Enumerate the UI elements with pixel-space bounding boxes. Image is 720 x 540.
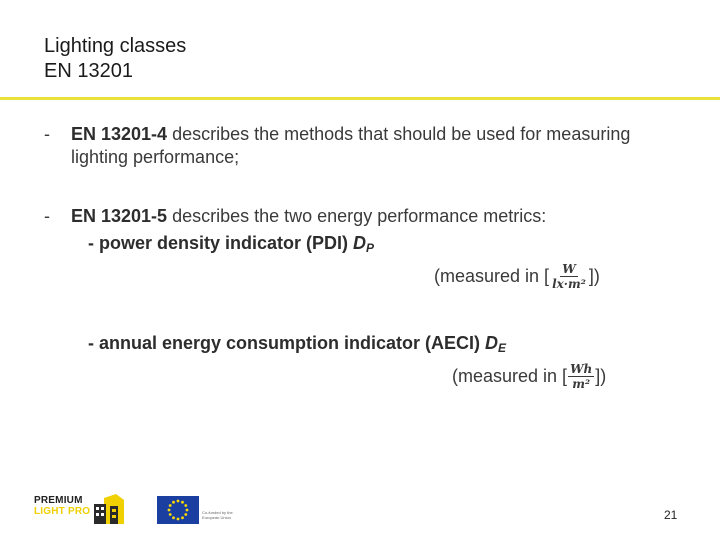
symbol-letter: D <box>485 333 499 353</box>
title-divider <box>0 97 720 100</box>
bullet-text <box>71 123 631 169</box>
eu-stars-icon <box>157 496 199 524</box>
measured-suffix: ]) <box>588 266 600 286</box>
logo-line-1: PREMIUM <box>34 495 83 506</box>
bullet-text <box>71 205 631 228</box>
metric-pdi <box>88 233 374 255</box>
metric-aeci-unit <box>452 362 606 391</box>
symbol-letter: D <box>353 233 367 253</box>
standard-name: EN 13201-4 <box>71 124 168 144</box>
measured-prefix: (measured in [ <box>434 266 550 286</box>
metric-symbol <box>353 233 374 253</box>
slide-title <box>44 34 186 84</box>
unit-denominator: m² <box>572 377 591 391</box>
bullet-description: describes the two energy performance metrics: <box>167 206 547 226</box>
unit-numerator: W <box>562 262 576 276</box>
symbol-subscript: E <box>498 341 507 355</box>
standard-name: EN 13201-5 <box>71 206 168 226</box>
eu-caption: Co-funded by the European Union <box>202 510 233 520</box>
unit-fraction <box>568 362 594 391</box>
building-icon <box>90 492 126 526</box>
bullet-description: describes the methods that should be used for measuring lighting performance; <box>71 124 631 167</box>
eu-flag-icon <box>157 496 199 524</box>
premium-light-pro-logo <box>34 492 126 526</box>
metric-label: - annual energy consumption indicator (AECI) <box>88 333 486 353</box>
title-line-1: Lighting classes <box>44 35 187 57</box>
logo-line-2: LIGHT PRO <box>34 506 91 517</box>
metric-symbol <box>485 333 506 353</box>
bullet-dash: - <box>44 206 50 226</box>
bullet-dash: - <box>44 124 50 144</box>
page-number: 21 <box>664 508 678 522</box>
metric-aeci <box>88 333 506 355</box>
symbol-subscript: P <box>366 241 375 255</box>
title-line-2: EN 13201 <box>44 60 133 82</box>
metric-label: - power density indicator (PDI) <box>88 233 354 253</box>
unit-fraction <box>550 262 588 291</box>
measured-prefix: (measured in [ <box>452 366 568 386</box>
measured-suffix: ]) <box>595 366 607 386</box>
unit-denominator: lx·m² <box>552 277 586 291</box>
unit-numerator: Wh <box>570 362 593 376</box>
metric-pdi-unit <box>434 262 600 291</box>
